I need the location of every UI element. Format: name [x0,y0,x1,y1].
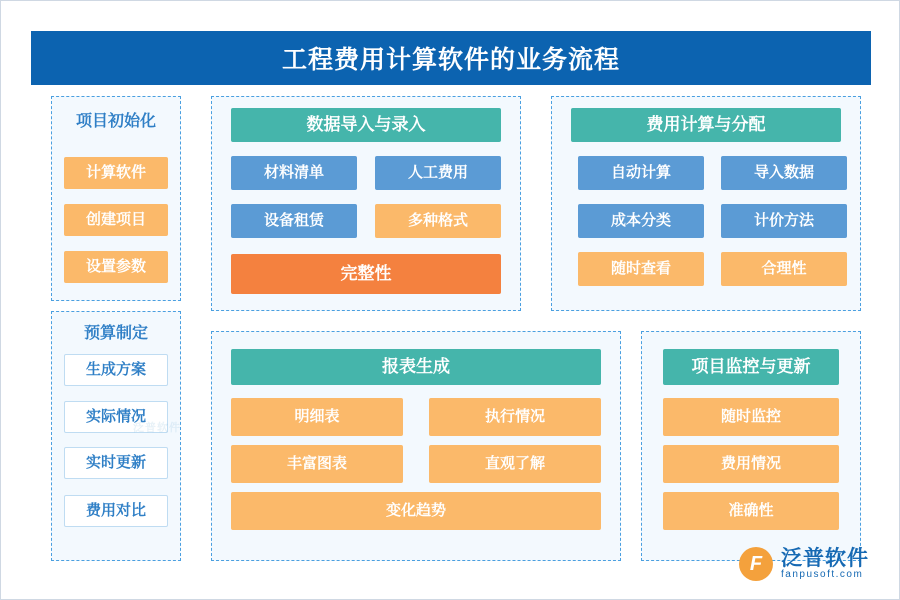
group-cost-calc-title: 费用计算与分配 [571,108,841,142]
node-cost-calc-5[interactable]: 合理性 [721,252,847,286]
logo-name-en: fanpusoft.com [781,568,864,580]
logo-name-cn: 泛普软件 [781,546,869,570]
node-monitor-1[interactable]: 费用情况 [663,445,839,483]
node-cost-calc-3[interactable]: 计价方法 [721,204,847,238]
node-report-3[interactable]: 直观了解 [429,445,601,483]
group-budget-title: 预算制定 [83,324,148,342]
node-data-import-3[interactable]: 多种格式 [375,204,501,238]
page-title: 工程费用计算软件的业务流程 [31,31,871,85]
node-report-2[interactable]: 丰富图表 [231,445,403,483]
node-project-init-2[interactable]: 设置参数 [64,251,168,283]
group-project-init-title: 项目初始化 [75,112,156,130]
node-budget-2[interactable]: 实时更新 [64,447,168,479]
node-budget-1[interactable]: 实际情况 [64,401,168,433]
group-monitor-title: 项目监控与更新 [663,349,839,385]
node-project-init-1[interactable]: 创建项目 [64,204,168,236]
node-data-import-footer[interactable]: 完整性 [231,254,501,294]
node-data-import-0[interactable]: 材料清单 [231,156,357,190]
node-budget-0[interactable]: 生成方案 [64,354,168,386]
node-data-import-2[interactable]: 设备租赁 [231,204,357,238]
node-report-1[interactable]: 执行情况 [429,398,601,436]
group-report-title: 报表生成 [231,349,601,385]
node-cost-calc-1[interactable]: 导入数据 [721,156,847,190]
logo-icon: F [739,547,773,581]
node-monitor-0[interactable]: 随时监控 [663,398,839,436]
node-cost-calc-2[interactable]: 成本分类 [578,204,704,238]
node-report-footer[interactable]: 变化趋势 [231,492,601,530]
node-report-0[interactable]: 明细表 [231,398,403,436]
node-monitor-2[interactable]: 准确性 [663,492,839,530]
brand-logo [739,547,869,581]
group-data-import-title: 数据导入与录入 [231,108,501,142]
node-data-import-1[interactable]: 人工费用 [375,156,501,190]
node-cost-calc-4[interactable]: 随时查看 [578,252,704,286]
node-cost-calc-0[interactable]: 自动计算 [578,156,704,190]
node-budget-3[interactable]: 费用对比 [64,495,168,527]
node-project-init-0[interactable]: 计算软件 [64,157,168,189]
